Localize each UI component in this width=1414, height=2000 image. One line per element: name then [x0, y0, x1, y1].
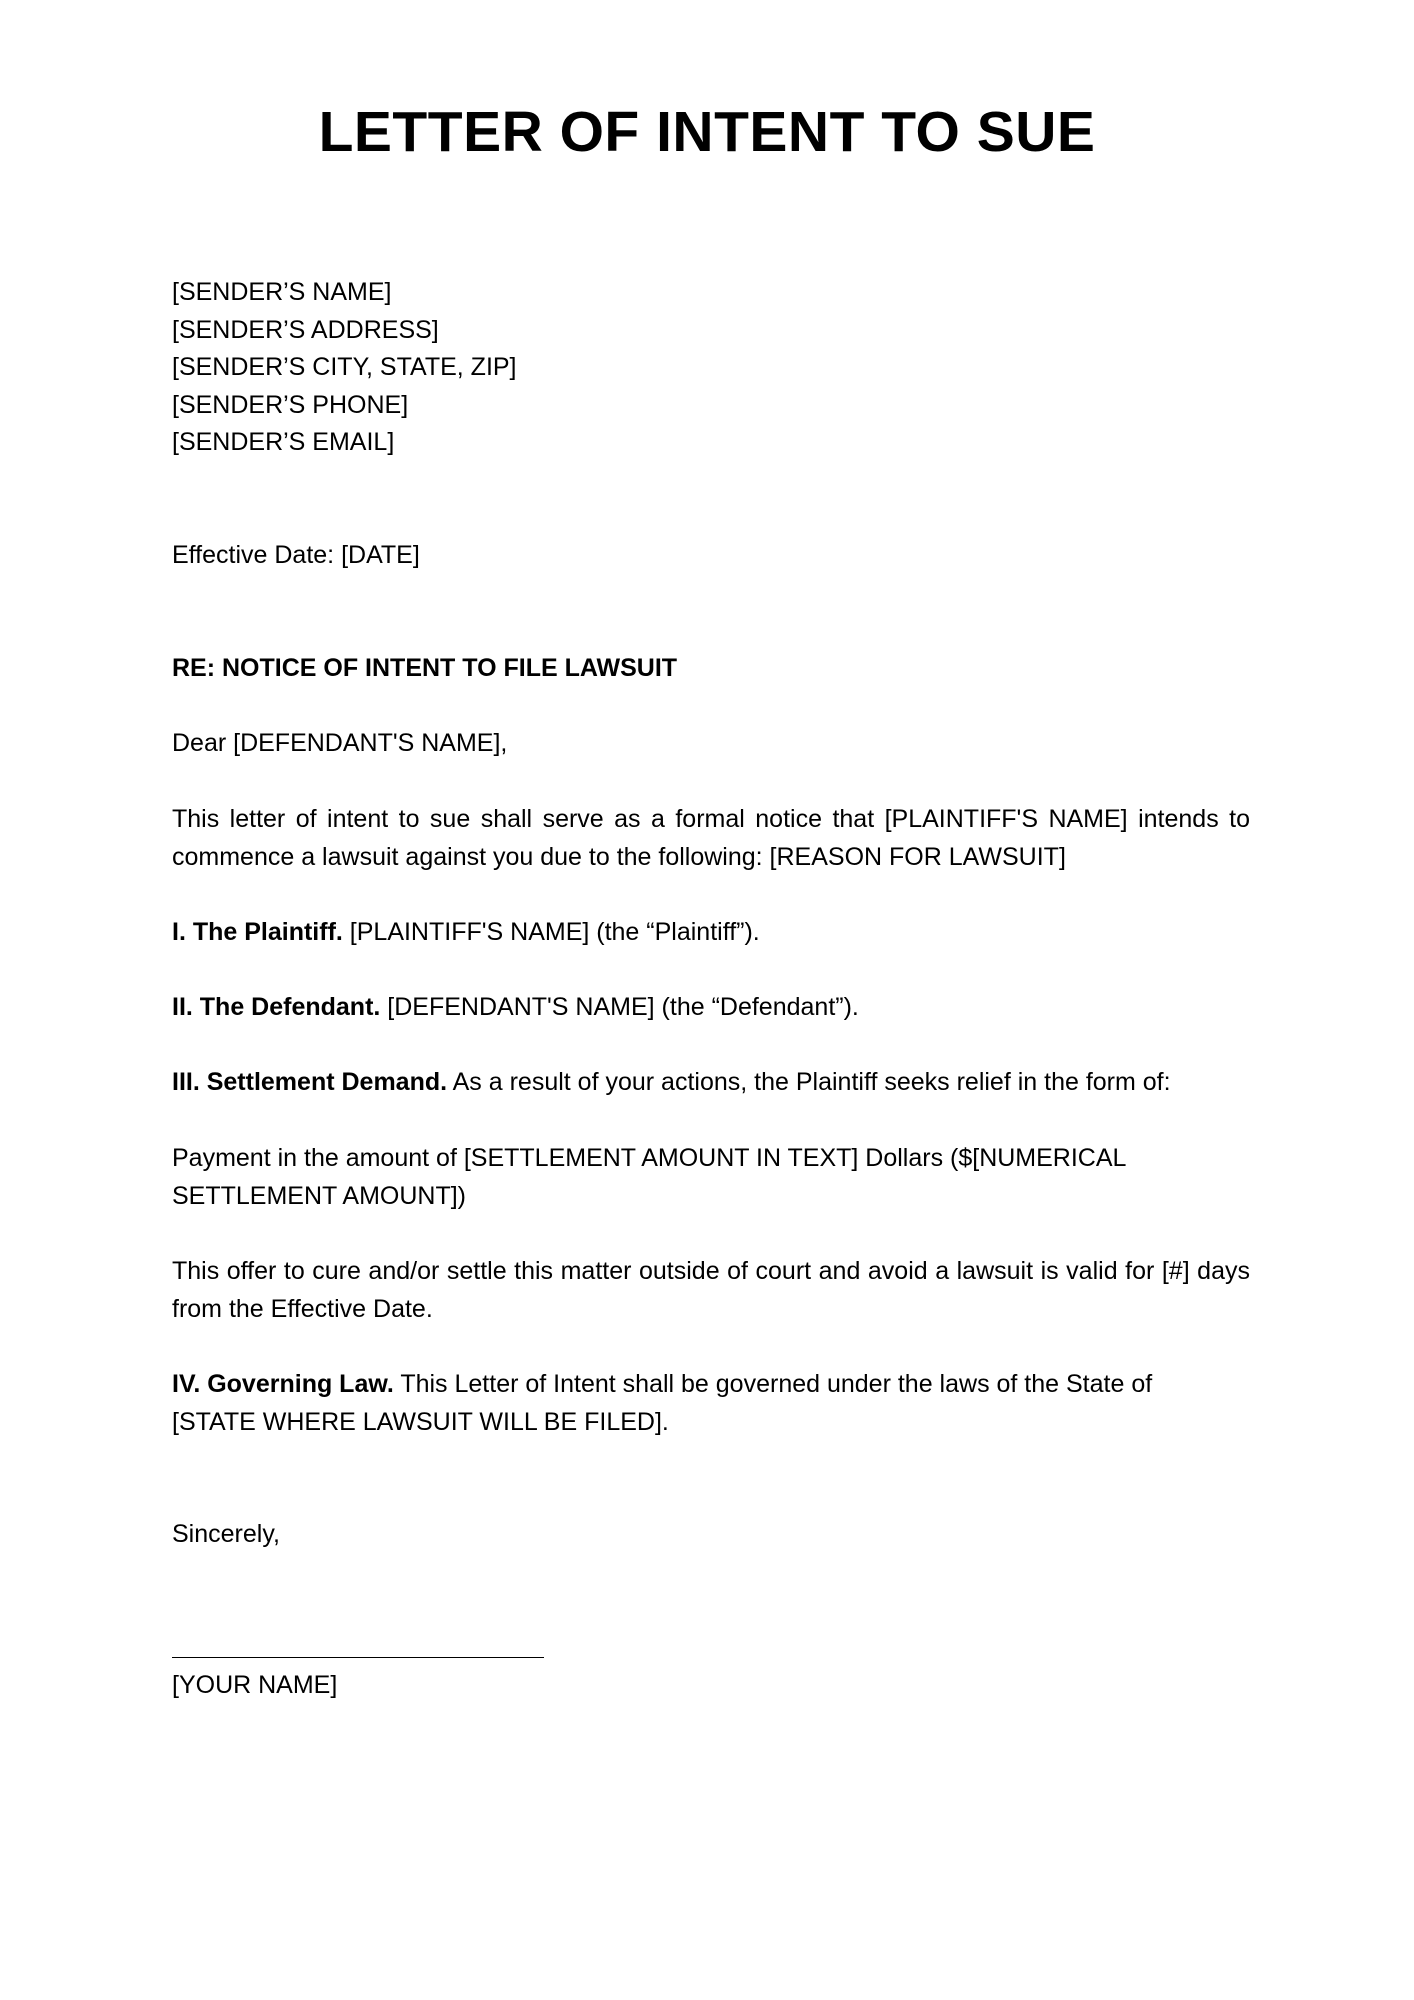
sender-email: [SENDER’S EMAIL]	[172, 428, 395, 456]
section-governing-law-heading: IV. Governing Law.	[172, 1370, 394, 1398]
sender-phone: [SENDER’S PHONE]	[172, 390, 409, 419]
section-settlement	[172, 1064, 1250, 1102]
section-plaintiff-heading: I. The Plaintiff.	[172, 918, 343, 946]
effective-date: Effective Date: [DATE]	[172, 541, 420, 569]
signature-name: [YOUR NAME]	[172, 1671, 338, 1699]
sender-address: [SENDER’S ADDRESS]	[172, 315, 439, 344]
section-settlement-text: As a result of your actions, the Plaintiff seeks relief in the form of:	[447, 1068, 1171, 1096]
sender-city-state-zip: [SENDER’S CITY, STATE, ZIP]	[172, 353, 517, 381]
salutation: Dear [DEFENDANT'S NAME],	[172, 729, 508, 757]
section-defendant	[172, 989, 1250, 1027]
sender-name: [SENDER’S NAME]	[172, 278, 392, 306]
section-defendant-text: [DEFENDANT'S NAME] (the “Defendant”).	[380, 993, 859, 1021]
section-governing-law-text: This Letter of Intent shall be governed under the laws of the State of [STATE WHERE LAWSUIT WILL BE FILED].	[172, 1370, 1153, 1436]
document-title: LETTER OF INTENT TO SUE	[318, 100, 1096, 164]
sender-block	[172, 274, 1250, 462]
section-plaintiff	[172, 914, 1250, 952]
closing: Sincerely,	[172, 1520, 280, 1548]
section-governing-law	[172, 1366, 1212, 1441]
section-defendant-heading: II. The Defendant.	[172, 993, 381, 1021]
intro-paragraph: This letter of intent to sue shall serve as a formal notice that [PLAINTIFF'S NAME] intends to commence a lawsuit against you due to the following: [REASON FOR LAWSUIT]	[172, 805, 1250, 871]
signature-line	[172, 1657, 544, 1658]
offer-paragraph: This offer to cure and/or settle this matter outside of court and avoid a lawsuit is valid for [#] days from the Effective Date.	[172, 1257, 1250, 1323]
re-line: RE: NOTICE OF INTENT TO FILE LAWSUIT	[172, 654, 678, 682]
payment-paragraph: Payment in the amount of [SETTLEMENT AMOUNT IN TEXT] Dollars ($[NUMERICAL SETTLEMENT AMOUNT])	[172, 1144, 1126, 1210]
section-settlement-heading: III. Settlement Demand.	[172, 1068, 448, 1096]
section-plaintiff-text: [PLAINTIFF'S NAME] (the “Plaintiff”).	[342, 918, 760, 946]
